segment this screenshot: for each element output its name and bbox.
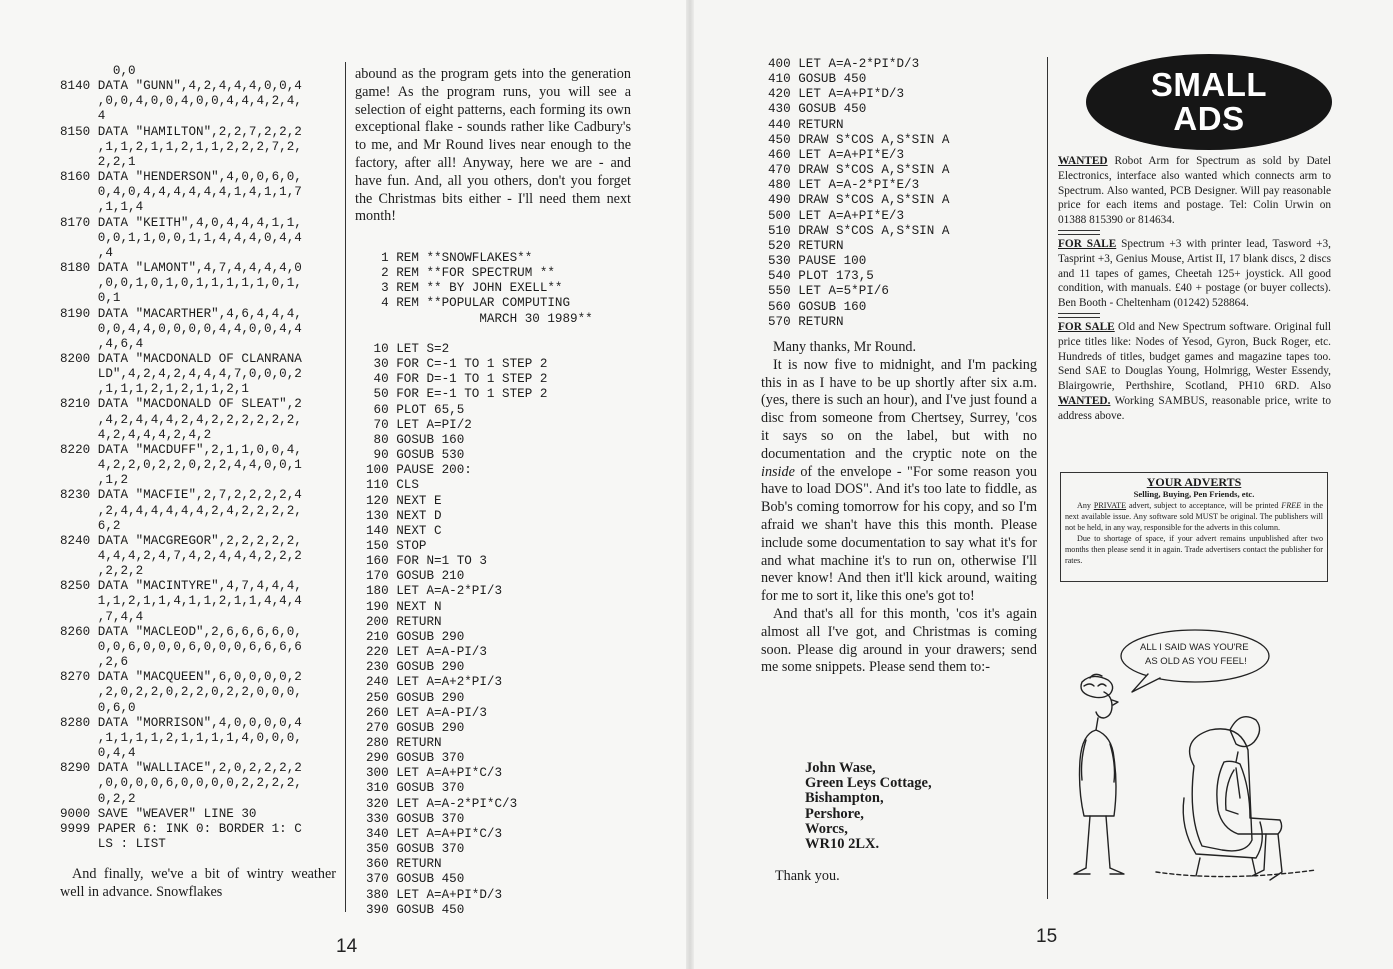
ad-body: Working SAMBUS, reasonable price, write to address above. [1058,394,1332,422]
closing-paragraph-page14-col1: And finally, we've a bit of wintry weather well in advance. Snowflakes [60,866,336,900]
ad-separator [1058,230,1100,235]
ad-keyword: FOR SALE [1058,320,1115,333]
your-adverts-title: YOUR ADVERTS [1146,475,1242,489]
address-line: Green Leys Cottage, [805,775,932,792]
terms-free: FREE [1281,501,1302,510]
midnight-text-a: It is now five to midnight, and I'm packing this in as I have to be up shortly after six a.m. (yes, there is such an hour), and I've just found a disc from someone from Chertsey, Surrey, 'cos it says so on the label, but with no documentation and the cryptic note on the [761,356,1037,462]
your-adverts-subtitle: Selling, Buying, Pen Friends, etc. [1133,489,1255,499]
address-line: WR10 2LX. [805,836,880,853]
signoff: Thank you. [775,868,840,884]
terms-text: Any [1077,501,1091,510]
address-line: John Wase, [805,760,876,776]
closing-request-paragraph: And that's all for this month, 'cos it's again almost all I've got, and Christmas is coming soon. Please dig around in your drawers; send me some snippets. Please send them to:- [761,605,1037,676]
snowflakes-listing-continued: 400 LET A=A-2*PI*D/3 410 GOSUB 450 420 LET A=A+PI*D/3 430 GOSUB 450 440 RETURN 450 DRAW S*COS A,S*SIN A 460 LET A=A+PI*E/3 470 DRAW S*COS A,S*SIN A 480 LET A=A-2*PI*E/3 490 DRAW S*COS A,S*SIN A 500 LET A=A+PI*E/3 510 DRAW S*COS A,S*SIN A 520 RETURN 530 PAUSE 100 540 PLOT 173,5 550 LET A=5*PI/6 560 GOSUB 160 570 RETURN [768,57,950,329]
column-rule-page15 [1047,57,1048,899]
ad-body: Old and New Spectrum software. Original full price titles like: Nodes of Yesod, Gyron, Buck Roger, etc. Hundreds of titles, budget games and magazine tapes too. Send SAE to Douglas Young, Holmrigg, Wester Essendy, Blairgowrie, Perthshire, Scotland, PH10 6RD. Also [1058,320,1331,393]
cartoon-woman [1074,674,1124,874]
book-gutter [686,0,694,969]
cartoon-caption-line1: ALL I SAID WAS YOU'RE [1140,642,1249,653]
terms-keyword: PRIVATE [1093,501,1127,510]
editor-column-text [761,339,1037,677]
ad-keyword: WANTED. [1058,394,1111,407]
ad-keyword: FOR SALE [1058,237,1117,250]
small-ads-logo-line1: SMALL [1150,66,1268,103]
small-ads-listing [1058,154,1331,424]
small-ads-logo-line2: ADS [1173,100,1245,137]
basic-listing-data-lines: 0,0 8140 DATA "GUNN",4,2,4,4,4,0,0,4 ,0,0,4,0,0,4,0,0,4,4,4,2,4, 4 8150 DATA "HAMILTON",2,2,7,2,2,2 ,1,1,2,1,1,2,1,1,2,2,2,7,2, 2,2,1 8160 DATA "HENDERSON",4,0,0,6,0, 0,4,0,4,4,4,4,4,4,1,4,1,1,7 ,1,1,4 8170 DATA "KEITH",4,0,4,4,4,1,1, 0,0,1,1,0,0,1,1,4,4,4,0,4,4 ,4 8180 DATA "LAMONT",4,7,4,4,4,4,0 ,0,0,1,0,1,0,1,1,1,1,1,0,1, 0,1 8190 DATA "MACARTHER",4,6,4,4,4, 0,0,4,4,0,0,0,0,4,4,0,0,4,4 ,4,6,4 8200 DATA "MACDONALD OF CLANRANA LD",4,2,4,2,4,4,4,7,0,0,0,2 ,1,1,1,2,1,2,1,1,2,1 8210 DATA "MACDONALD OF SLEAT",2 ,4,2,4,4,4,2,4,2,2,2,2,2,2, 4,2,4,4,4,2,4,2 8220 DATA "MACDUFF",2,1,1,0,0,4, 4,2,2,0,2,2,0,2,2,4,4,0,0,1 ,1,2 8230 DATA "MACFIE",2,7,2,2,2,2,4 ,2,4,4,4,4,4,4,2,4,2,2,2,2, 6,2 8240 DATA "MACGREGOR",2,2,2,2,2, 4,4,4,2,4,7,4,2,4,4,4,2,2,2 ,2,2,2 8250 DATA "MACINTYRE",4,7,4,4,4, 1,1,2,1,1,4,1,1,2,1,1,4,4,4 ,7,4,4 8260 DATA "MACLEOD",2,6,6,6,6,0, 0,0,6,0,0,0,6,0,0,0,6,6,6,6 ,2,6 8270 DATA "MACQUEEN",6,0,0,0,0,2 ,2,0,2,2,0,2,2,0,2,2,0,0,0, 0,6,0 8280 DATA "MORRISON",4,0,0,0,0,4 ,1,1,1,1,2,1,1,1,1,4,0,0,0, 0,4,4 8290 DATA "WALLIACE",2,0,2,2,2,2 ,0,0,0,0,6,0,0,0,0,2,2,2,2, 0,2,2 9000 SAVE "WEAVER" LINE 30 9999 PAPER 6: INK 0: BORDER 1: C LS : LIST [60,64,302,851]
page-number-15: 15 [1036,926,1058,947]
terms-text: advert, subject to acceptance, will be printed [1128,501,1279,510]
ad-wanted-robot-arm [1058,154,1331,228]
snowflakes-intro-paragraph: abound as the program gets into the generation game! As the program runs, you will see a selection of eight patterns, each forming its own exceptional flake - sounds rather like Cadbury's to me, and Mr Round lives near enough to the factory, after all! Anyway, here we are - and have fun. And, all you others, don't you forget the Christmas bits either - I'll need them next month! [355,66,631,225]
cartoon-man-armchair [1183,717,1282,880]
ad-for-sale-spectrum [1058,237,1331,311]
address-line: Pershore, [805,805,864,822]
ad-keyword: WANTED [1058,155,1108,167]
address-line: Worcs, [805,820,848,837]
your-adverts-terms [1065,500,1323,533]
ad-body: Spectrum +3 with printer lead, Tasword +3, Tasprint +3, Genius Mouse, Artist II, 17 blank discs, 2 discs and 11 tapes of games, Cheetah 125+ joystick. All good condition, with manuals. £40 + postage (or buyer collects). Ben Booth - Cheltenham (01242) 528864. [1058,237,1331,310]
ad-for-sale-software [1058,320,1331,424]
midnight-paragraph [761,357,1037,606]
your-adverts-box [1060,472,1328,582]
column-rule-page14 [345,62,346,912]
terms-text: in the next available issue. Any software sold MUST be original. The publishers will not be held, in any way, responsible for the adverts in this column. [1065,501,1324,532]
address-line: Bishampton, [805,790,884,807]
your-adverts-note: Due to shortage of space, if your advert remains unpublished after two months then please send it in again. Trade advertisers contact the publisher for rates. [1065,534,1323,565]
thanks-paragraph: Many thanks, Mr Round. [773,339,917,355]
cartoon-illustration [1060,620,1350,900]
small-ads-logo [1086,54,1332,150]
snowflakes-basic-listing: 1 REM **SNOWFLAKES** 2 REM **FOR SPECTRUM ** 3 REM ** BY JOHN EXELL** 4 REM **POPULAR COMPUTING MARCH 30 1989** 10 LET S=2 30 FOR C=-1 TO 1 STEP 2 40 FOR D=-1 TO 1 STEP 2 50 FOR E=-1 TO 1 STEP 2 60 PLOT 65,5 70 LET A=PI/2 80 GOSUB 160 90 GOSUB 530 100 PAUSE 200: 110 CLS 120 NEXT E 130 NEXT D 140 NEXT C 150 STOP 160 FOR N=1 TO 3 170 GOSUB 210 180 LET A=A-2*PI/3 190 NEXT N 200 RETURN 210 GOSUB 290 220 LET A=A-PI/3 230 GOSUB 290 240 LET A=A+2*PI/3 250 GOSUB 290 260 LET A=A-PI/3 270 GOSUB 290 280 RETURN 290 GOSUB 370 300 LET A=A+PI*C/3 310 GOSUB 370 320 LET A=A-2*PI*C/3 330 GOSUB 370 340 LET A=A+PI*C/3 350 GOSUB 370 360 RETURN 370 GOSUB 450 380 LET A=A+PI*D/3 390 GOSUB 450 [366,251,593,917]
contact-address [805,761,932,852]
midnight-text-b: of the envelope - "For some reason you have to load DOS". And it's too late to fiddle, as Bob's coming tomorrow for his copy, and so I'm afraid we shan't have this this month. Please include some documentation to say what it's for and what machine it's to run on, otherwise I'll never know! And then it'll kick around, waiting for me to sort it, like this one's got to! [761,463,1038,605]
cartoon-caption-line2: AS OLD AS YOU FEEL! [1145,656,1247,667]
midnight-emphasis: inside [761,463,795,480]
ad-body: Robot Arm for Spectrum as sold by Datel Electronics, interface also wanted which connects arm to Spectrum. Also wanted, PCB Designer. Will pay reasonable price for each items and postage. Tel: Colin Urwin on 01388 815390 or 814634. [1058,155,1331,227]
ad-separator [1058,313,1100,318]
page-number-14: 14 [336,936,358,957]
